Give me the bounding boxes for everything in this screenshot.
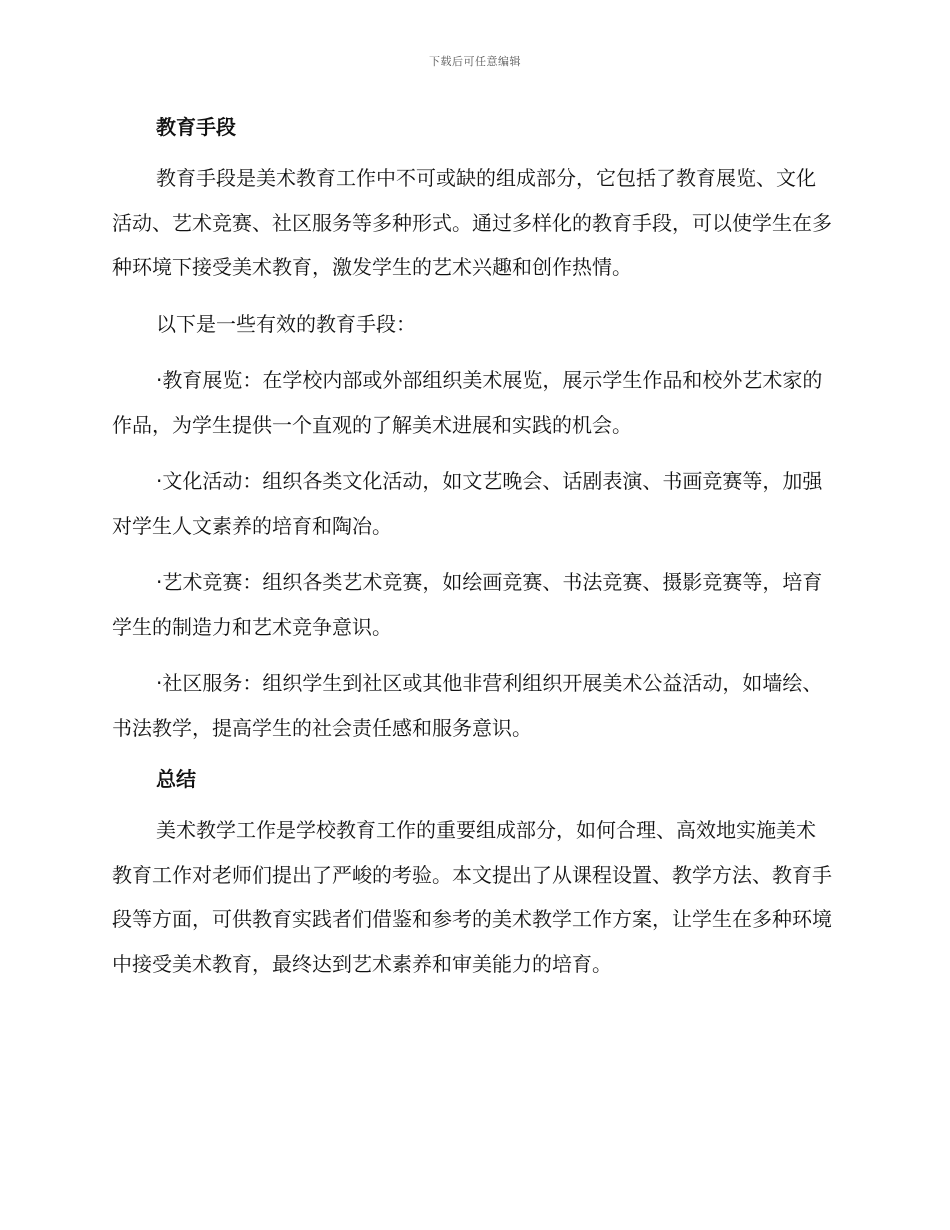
list-item-cultural-activities	[112, 459, 834, 548]
list-item-text: 艺术竞赛：组织各类艺术竞赛，如绘画竞赛、书法竞赛、摄影竞赛等，培育学生的制造力和艺术竞争意识。	[112, 570, 823, 639]
section-heading-summary: 总结	[156, 767, 196, 791]
list-item-community-service	[112, 661, 834, 750]
list-item-exhibition	[112, 358, 834, 447]
list-item-text: 社区服务：组织学生到社区或其他非营利组织开展美术公益活动，如墙绘、书法教学，提高学生的社会责任感和服务意识。	[112, 671, 823, 740]
bullet-marker: ·	[156, 671, 163, 695]
list-item-text: 文化活动：组织各类文化活动，如文艺晚会、话剧表演、书画竞赛等，加强对学生人文素养的培育和陶冶。	[112, 469, 823, 538]
summary-paragraph: 美术教学工作是学校教育工作的重要组成部分，如何合理、高效地实施美术教育工作对老师们提出了严峻的考验。本文提出了从课程设置、教学方法、教育手段等方面，可供教育实践者们借鉴和参考的美术教学工作方案，让学生在多种环境中接受美术教育，最终达到艺术素养和审美能力的培育。	[112, 818, 832, 976]
section-heading-education-means: 教育手段	[156, 115, 236, 139]
bullet-marker: ·	[156, 469, 163, 493]
list-item-text: 教育展览：在学校内部或外部组织美术展览，展示学生作品和校外艺术家的作品，为学生提供一个直观的了解美术进展和实践的机会。	[112, 368, 823, 437]
bullet-marker: ·	[156, 570, 163, 594]
document-body	[112, 110, 834, 998]
list-intro-paragraph: 以下是一些有效的教育手段：	[156, 311, 416, 336]
section-intro-paragraph: 教育手段是美术教育工作中不可或缺的组成部分，它包括了教育展览、文化活动、艺术竞赛、社区服务等多种形式。通过多样化的教育手段，可以使学生在多种环境下接受美术教育，激发学生的艺术兴趣和创作热情。	[112, 166, 832, 279]
bullet-marker: ·	[156, 368, 163, 392]
page-header-note: 下载后可任意编辑	[429, 55, 521, 68]
list-item-art-competitions	[112, 560, 834, 649]
